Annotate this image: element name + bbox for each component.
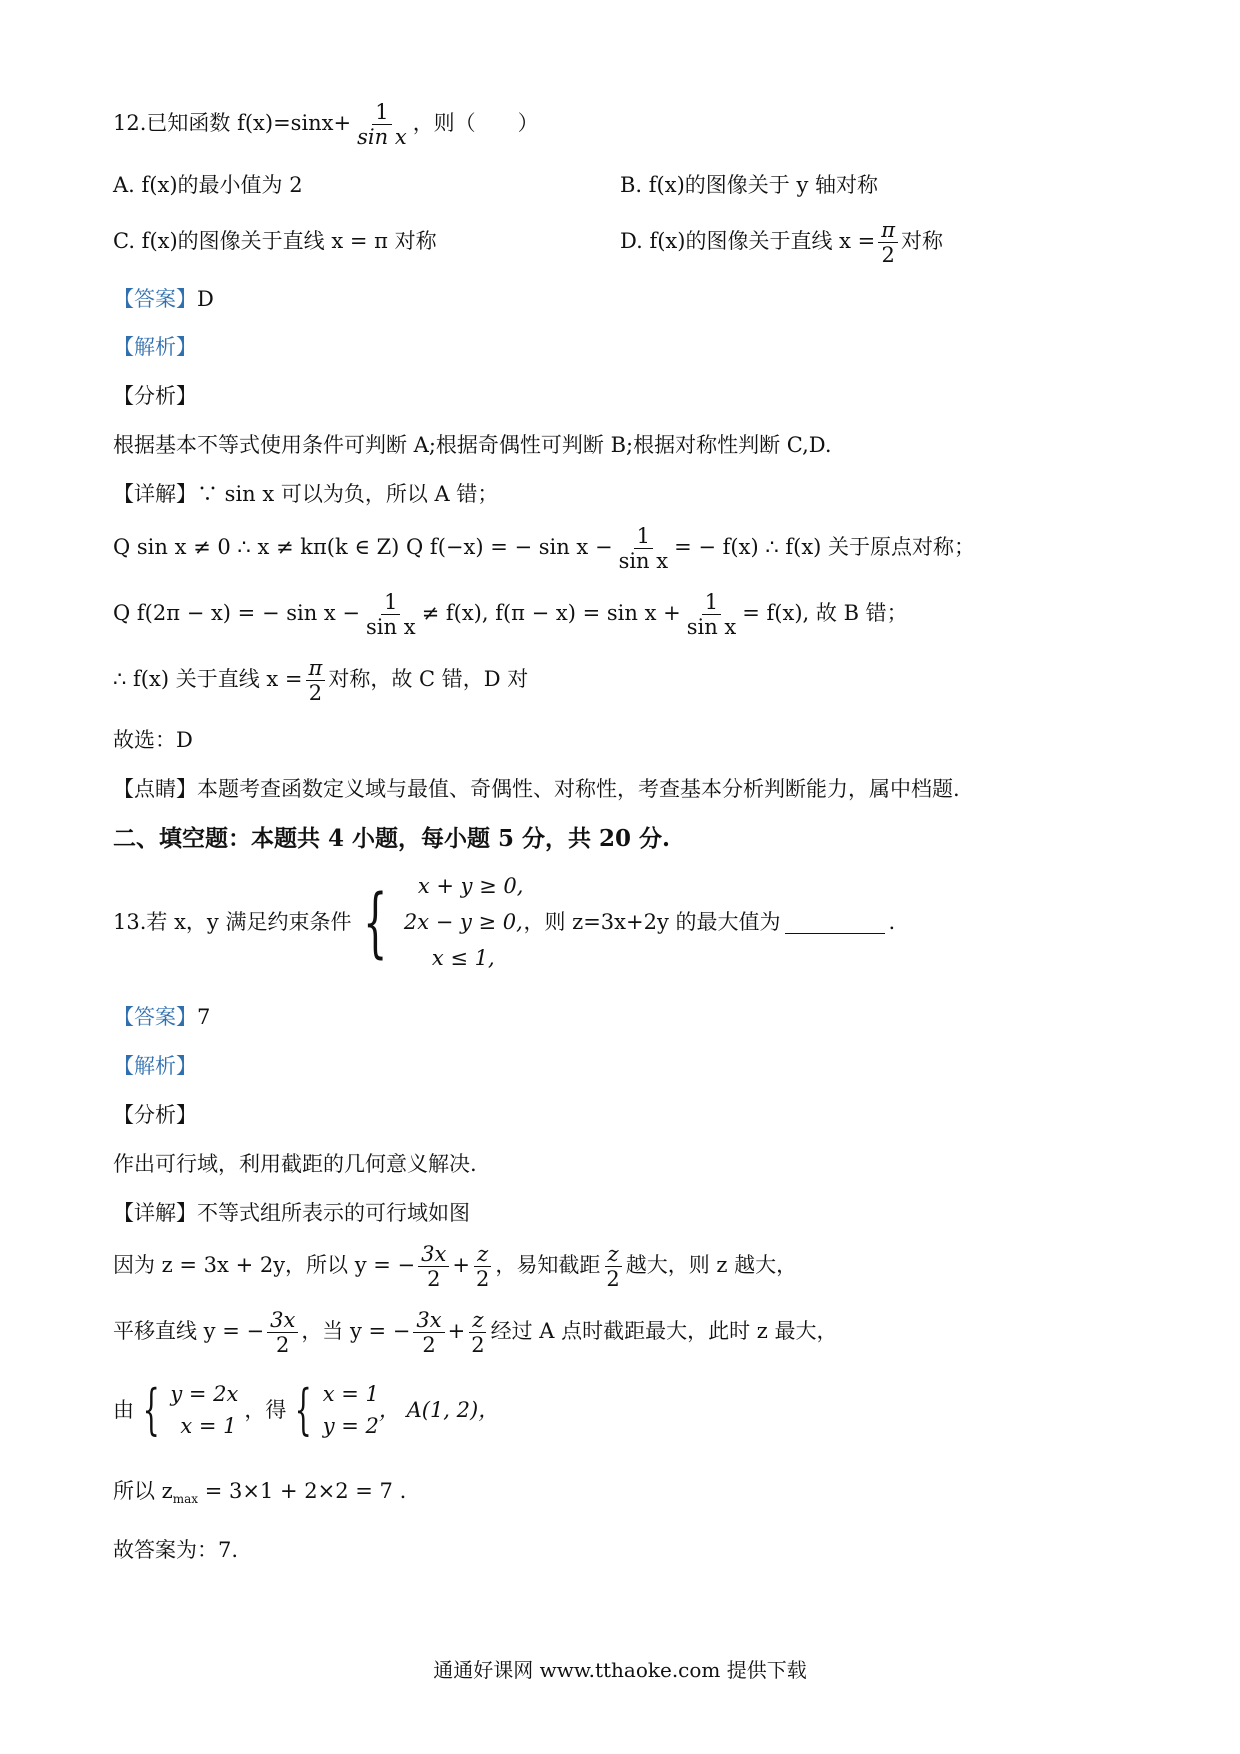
q13-final: 故答案为：7. [113, 1538, 239, 1562]
brace-icon: { [363, 877, 388, 966]
q12-fenxi-label: 【分析】 [113, 384, 197, 408]
fraction: $\frac{1}{\text{sin x}}$ [686, 590, 737, 639]
q12-option-c: C. f(x)的图像关于直线 x = π 对称 [113, 229, 437, 253]
fraction: $\frac{1}{\text{sin x}}$ [366, 590, 416, 639]
q12-detail-3: Q f(2π − x) = − sin x − $\frac{1}{\text{sin x}}$ ≠ f(x), f(π − x) = sin x + $\frac{1}{\text{sin x}}$ = f(x), 故 B 错； [113, 590, 908, 639]
q13-analysis-label: 【解析】 [113, 1054, 197, 1078]
q12-stem: 12.已知函数 f(x)=sinx+ $\frac{1}{\text{sin x}}$ ，则（ ） [113, 100, 539, 149]
q12-option-d: D. f(x)的图像关于直线 x = $\frac{\pi}{2}$ 对称 [620, 218, 944, 267]
fraction: $\frac{z}{2}$ [606, 1242, 620, 1291]
q13-answer: 【答案】7 [113, 1005, 211, 1029]
q12-detail-1: 【详解】∵ sin x 可以为负，所以 A 错； [113, 482, 499, 506]
q12-fenxi-text: 根据基本不等式使用条件可判断 A;根据奇偶性可判断 B;根据对称性判断 C,D. [113, 433, 832, 457]
q12-stem-text: 12.已知函数 f(x)=sinx+ [113, 111, 352, 135]
fraction: $\frac{z}{2}$ [471, 1308, 485, 1357]
q12-detail-2: Q sin x ≠ 0 ∴ x ≠ kπ(k ∈ Z) Q f(−x) = − sin x − $\frac{1}{\text{sin x}}$ = − f(x) ∴ f(x) 关于原点对称； [113, 524, 976, 573]
q13-stem [113, 868, 895, 976]
answer-blank [785, 911, 885, 934]
q12-detail-4: ∴ f(x) 关于直线 x = $\frac{\pi}{2}$ 对称，故 C 错，D 对 [113, 656, 529, 705]
fraction: $\frac{\pi}{2}$ [306, 656, 326, 705]
q13-detail-5: 所以 $z_{max} = 3\times 1 + 2\times 2 = 7$ . [113, 1479, 407, 1507]
q12-option-a: A. f(x)的最小值为 2 [113, 173, 303, 197]
constraint-system: 13.若 x，y 满足约束条件 { x + y ≥ 0, 2x − y ≥ 0, x ≤ 1, ，则 z=3x+2y 的最大值为 . [113, 874, 896, 970]
q12-analysis-label: 【解析】 [113, 335, 197, 359]
brace-icon: { [294, 1378, 313, 1441]
q13-detail-1: 【详解】不等式组所表示的可行域如图 [113, 1201, 470, 1225]
fraction: $\frac{\pi}{2}$ [878, 218, 898, 267]
fraction: $\frac{1}{\text{sin x}}$ [618, 524, 669, 573]
fraction: $\frac{3x}{2}$ [418, 1242, 449, 1291]
q12-choose: 故选：D [113, 728, 193, 752]
fraction: $\frac{1}{\text{sin x}}$ [357, 100, 407, 149]
q12-option-b: B. f(x)的图像关于 y 轴对称 [620, 173, 878, 197]
section-title: 二、填空题：本题共 4 小题，每小题 5 分，共 20 分. [113, 825, 671, 852]
q13-fenxi-text: 作出可行域，利用截距的几何意义解决. [113, 1152, 477, 1176]
fraction: $\frac{3x}{2}$ [267, 1308, 298, 1357]
fraction: $\frac{z}{2}$ [475, 1242, 490, 1291]
page-footer: 通通好课网 www.tthaoke.com 提供下载 [433, 1658, 807, 1682]
fraction: $\frac{3x}{2}$ [413, 1308, 444, 1357]
brace-icon: { [142, 1378, 160, 1441]
q13-detail-2: 因为 z = 3x + 2y，所以 y = − $\frac{3x}{2}$ + $\frac{z}{2}$ ，易知截距 $\frac{z}{2}$ 越大，则 z 越大， [113, 1242, 798, 1291]
q12-answer: 【答案】D [113, 287, 214, 311]
q12-dianjing: 【点睛】本题考查函数定义域与最值、奇偶性、对称性，考查基本分析判断能力，属中档题. [113, 777, 960, 801]
q13-detail-3: 平移直线 y = − $\frac{3x}{2}$ ，当 y = − $\frac{3x}{2}$ + $\frac{z}{2}$ 经过 A 点时截距最大，此时 z 最大， [113, 1308, 838, 1357]
q13-detail-4: 由 { y = 2x x = 1 ，得 { x = 1 y = 2 ， A(1, 2)， [113, 1378, 500, 1441]
q13-fenxi-label: 【分析】 [113, 1103, 197, 1127]
